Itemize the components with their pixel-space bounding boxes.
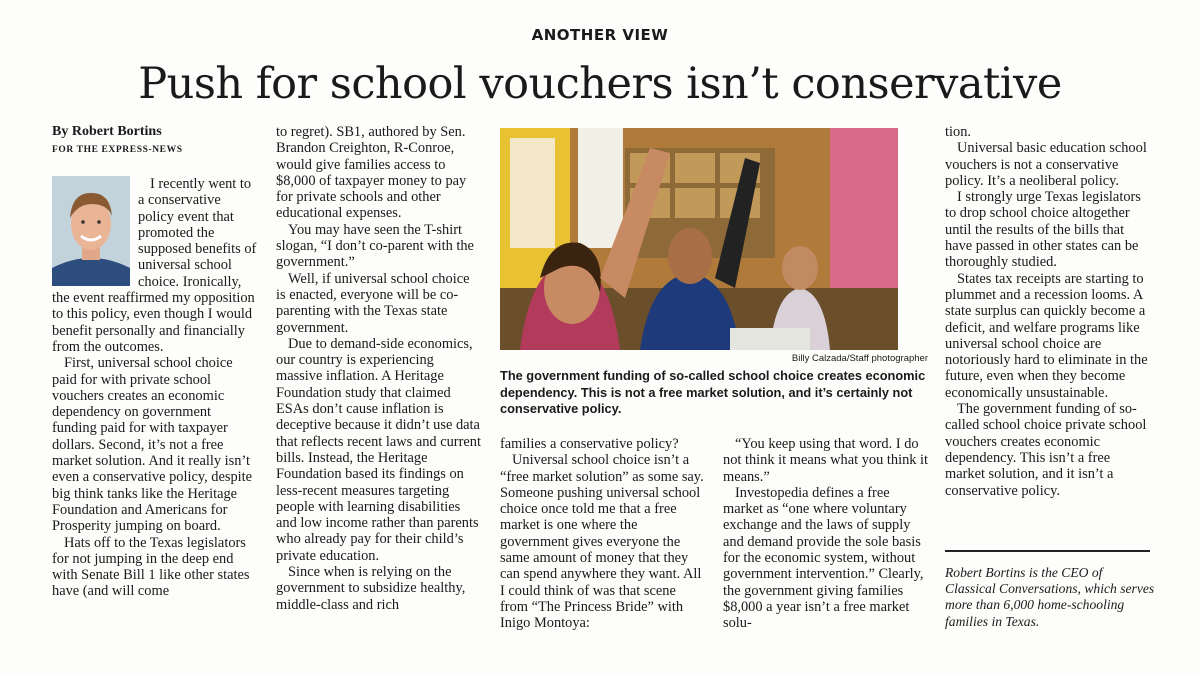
paragraph: Hats off to the Texas legislators for not jumping in the deep end with Senate Bill 1 like other states have (and will come (52, 534, 250, 600)
classroom-photo (500, 128, 898, 350)
paragraph: Universal school choice isn’t a “free market solution” as some say. Someone pushing universal school choice once told me that a free market is one where the government gives everyone the same amount of money that they can spend anywhere they want. All I could think of was that scene from “The Princess Bride” with Inigo Montoya: (500, 452, 704, 632)
paragraph: families a conservative policy? (500, 436, 679, 452)
photo-caption: The government funding of so-called school choice creates economic dependency. This is not a free market solution, and it’s certainly not conservative policy. (500, 368, 926, 416)
article-column-3 (500, 436, 705, 632)
paragraph: Due to demand-side economics, our country is experiencing massive inflation. A Heritage Foundation study that claimed ESAs don’t cause inflation is deceptive because it didn’t use data that reflects recent laws and current bills. Instead, the Heritage Foundation based its findings on less-recent measures targeting people with learning disabilities and low income rather than parents who already pay for their child’s private education. (276, 335, 481, 564)
paragraph: to regret). SB1, authored by Sen. Brandon Creighton, R-Conroe, would give families access to $8,000 of taxpayer money to pay for private schools and other educational expenses. (276, 124, 467, 222)
paragraph: Investopedia defines a free market as “one where voluntary exchange and the laws of supply and demand provide the sole basis for the economic system, without government intervention.” Clearly, the government giving families $8,000 a year isn’t a free market solu- (723, 484, 924, 632)
article-column-1 (52, 176, 257, 600)
paragraph: I strongly urge Texas legislators to drop school choice altogether until the results of the bills that have passed in other states can be thoroughly studied. (945, 189, 1141, 271)
paragraph: Since when is relying on the government to subsidize healthy, middle-class and rich (276, 564, 466, 613)
byline: By Robert Bortins (52, 124, 162, 139)
article-column-2 (276, 124, 481, 613)
paragraph: “You keep using that word. I do not think it means what you think it means.” (723, 436, 929, 485)
paragraph: Well, if universal school choice is enacted, everyone will be co-parenting with the Texas state government. (276, 270, 470, 336)
paragraph: You may have seen the T-shirt slogan, “I don’t co-parent with the government.” (276, 221, 474, 271)
paragraph: The government funding of so-called school choice private school vouchers creates economic dependency. This isn’t a free market solution, and it isn’t a conservative policy. (945, 401, 1147, 499)
article-column-4 (723, 436, 930, 632)
article-column-5 (945, 124, 1150, 499)
author-bio: Robert Bortins is the CEO of Classical Conversations, which serves more than 6,000 home-schooling families in Texas. (945, 565, 1155, 629)
photo-credit: Billy Calzada/Staff photographer (791, 353, 928, 364)
paragraph: First, universal school choice paid for with private school vouchers creates an economic dependency on government funding paid for with taxpayer dollars. Second, it’s not a free market solution. And it really isn’t even a conservative policy, despite big think tanks like the Heritage Foundation and Americans for Prosperity jumping on board. (52, 355, 253, 535)
paragraph: Universal basic education school vouchers is not a conservative policy. It’s a neoliberal policy. (945, 140, 1147, 189)
author-affiliation: FOR THE EXPRESS-NEWS (52, 145, 183, 155)
paragraph: tion. (945, 124, 971, 140)
paragraph: I recently went to a conservative policy event that promoted the supposed benefits of universal school choice. Ironically, the event reaffirmed my opposition to this policy, even though I would benefit personally and financially from the outcomes. (52, 176, 257, 355)
headline: Push for school vouchers isn’t conservative (138, 59, 1062, 109)
paragraph: States tax receipts are starting to plummet and a recession looms. A state surplus can quickly become a deficit, and welfare programs like universal school choice are notoriously hard to eliminate in the future, even when they become economically unsustainable. (945, 270, 1148, 401)
bio-divider (945, 550, 1150, 552)
section-kicker: ANOTHER VIEW (531, 26, 669, 44)
